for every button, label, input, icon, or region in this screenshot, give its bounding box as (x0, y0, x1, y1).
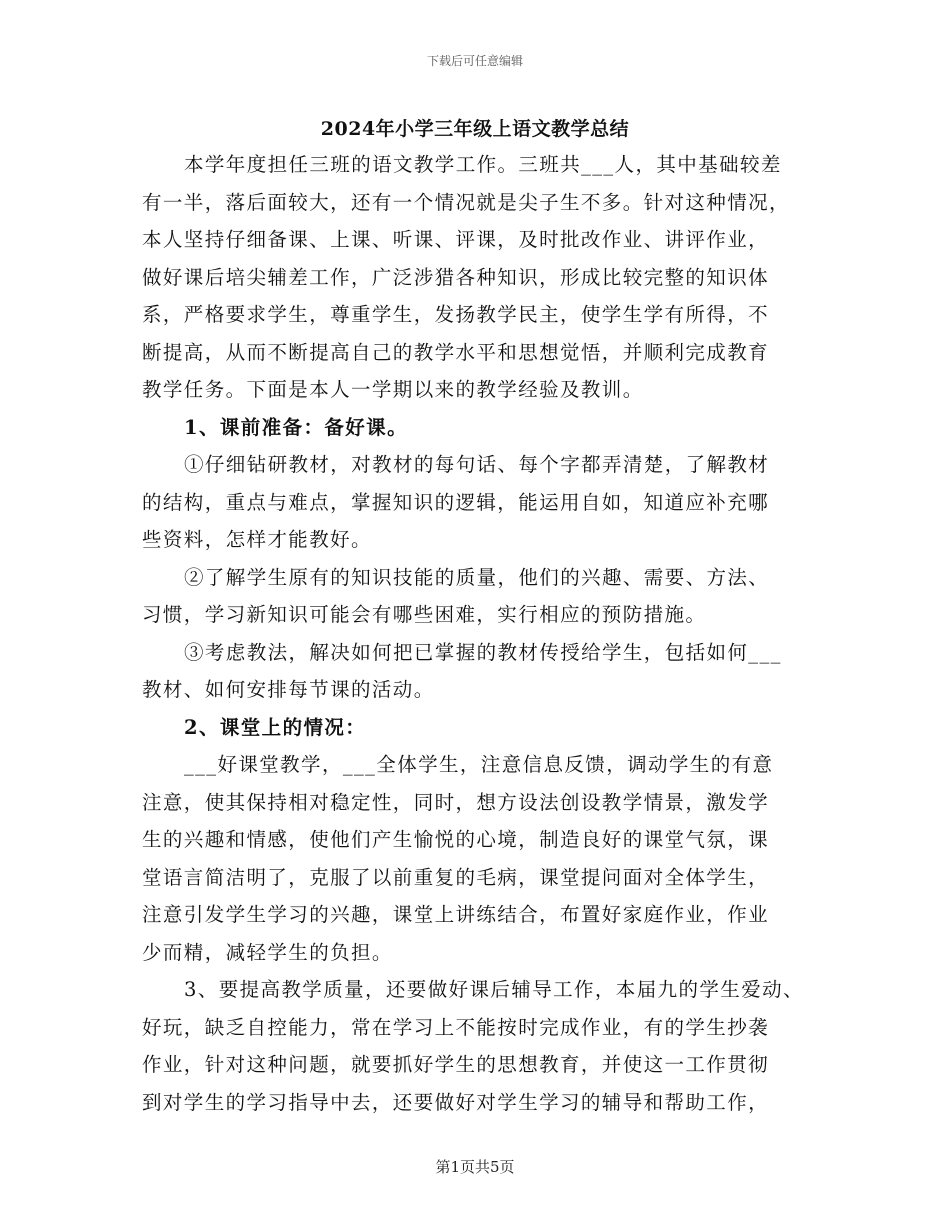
paragraph-line: 断提高，从而不断提高自己的教学水平和思想觉悟，并顺利完成教育 (142, 340, 770, 364)
paragraph-line: 习惯，学习新知识可能会有哪些困难，实行相应的预防措施。 (142, 603, 707, 626)
paragraph-line: ①仔细钻研教材，对教材的每句话、每个字都弄清楚，了解教材 (184, 453, 770, 476)
paragraph-line: 的结构，重点与难点，掌握知识的逻辑，能运用自如，知道应补充哪 (142, 490, 770, 514)
paragraph-line: 作业，针对这种问题，就要抓好学生的思想教育，并使这一工作贯彻 (142, 1053, 770, 1076)
paragraph-line: 少而精，减轻学生的负担。 (142, 940, 393, 964)
paragraph-line: 本人坚持仔细备课、上课、听课、评课，及时批改作业、讲评作业， (142, 228, 770, 251)
paragraph-line: 注意，使其保持相对稳定性，同时，想方设法创设教学情景，激发学 (142, 790, 770, 814)
paragraph-line: ②了解学生原有的知识技能的质量，他们的兴趣、需要、方法、 (184, 565, 770, 589)
paragraph-line: 教材、如何安排每节课的活动。 (142, 678, 435, 701)
paragraph-line: 教学任务。下面是本人一学期以来的教学经验及教训。 (142, 378, 644, 401)
paragraph-line: 有一半，落后面较大，还有一个情况就是尖子生不多。针对这种情况， (142, 190, 790, 214)
document-title: 2024年小学三年级上语文教学总结 (320, 118, 630, 140)
document-body (142, 146, 842, 1121)
paragraph-line: 生的兴趣和情感，使他们产生愉悦的心境，制造良好的课堂气氛，课 (142, 828, 770, 851)
paragraph-line: ___好课堂教学，___全体学生，注意信息反馈，调动学生的有意 (184, 753, 774, 776)
header-note: 下载后可任意编辑 (426, 54, 523, 68)
page-number: 第1页共5页 (435, 1158, 515, 1176)
paragraph-line: 本学年度担任三班的语文教学工作。三班共___人，其中基础较差 (184, 153, 782, 176)
paragraph-line: ③考虑教法，解决如何把已掌握的教材传授给学生，包括如何___ (184, 640, 782, 664)
paragraph-line: 到对学生的学习指导中去，还要做好对学生学习的辅导和帮助工作， (142, 1090, 770, 1114)
paragraph-line: 3、要提高教学质量，还要做好课后辅导工作，本届九的学生爱动、 (184, 978, 804, 1001)
section-heading: 1、课前准备：备好课。 (184, 415, 408, 439)
paragraph-line: 堂语言简洁明了，克服了以前重复的毛病，课堂提问面对全体学生， (142, 865, 770, 889)
paragraph-line: 系，严格要求学生，尊重学生，发扬教学民主，使学生学有所得，不 (142, 303, 770, 326)
paragraph-line: 注意引发学生学习的兴趣，课堂上讲练结合，布置好家庭作业，作业 (142, 903, 770, 926)
section-heading: 2、课堂上的情况： (184, 715, 367, 739)
paragraph-line: 些资料，怎样才能教好。 (142, 528, 372, 551)
paragraph-line: 好玩，缺乏自控能力，常在学习上不能按时完成作业，有的学生抄袭 (142, 1015, 770, 1039)
paragraph-line: 做好课后培尖辅差工作，广泛涉猎各种知识，形成比较完整的知识体 (142, 265, 770, 289)
